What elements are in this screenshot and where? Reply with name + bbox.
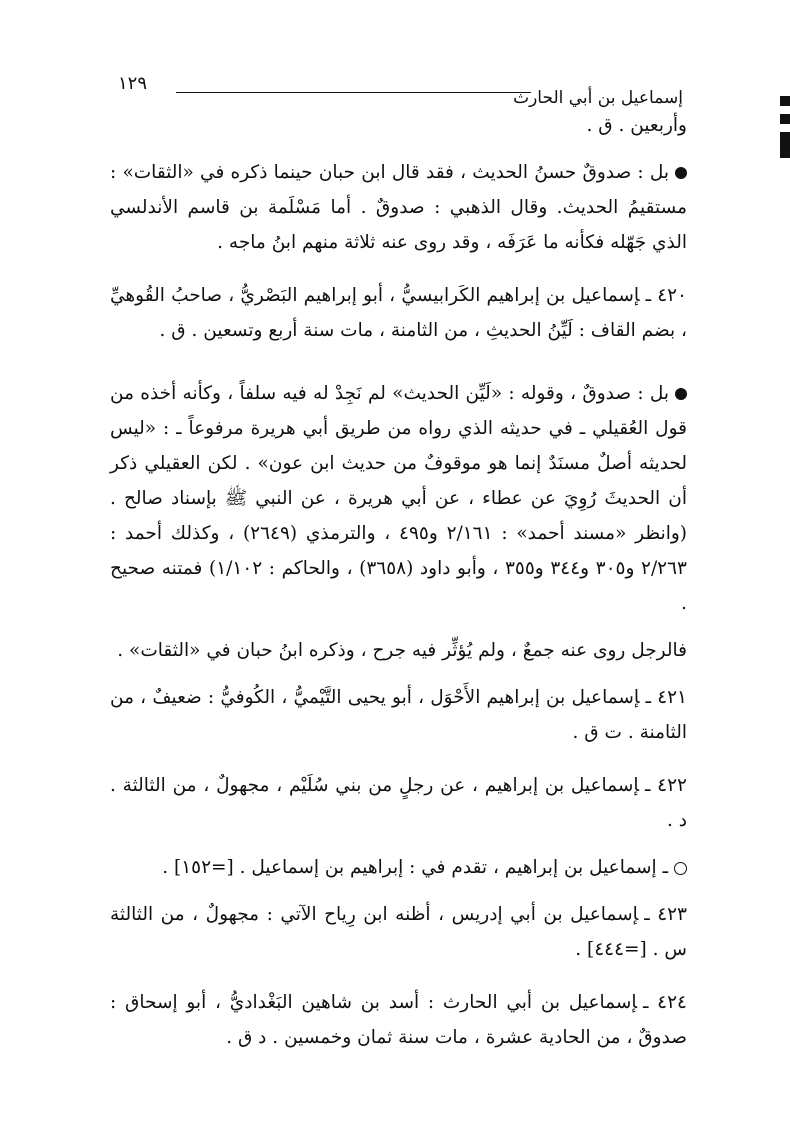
- commentary-paragraph: [110, 155, 687, 260]
- commentary-paragraph: [110, 633, 687, 668]
- commentary-text: فالرجل روى عنه جمعٌ ، ولم يُؤثِّر فيه جرح ، وذكره ابنُ حبان في «الثقات» .: [117, 640, 687, 661]
- entry-number: ٤٢٠ ـ: [645, 285, 687, 306]
- entry-text: إسماعيل بن أبي الحارث : أسد بن شاهين البَغْداديُّ ، أبو إسحاق : صدوقٌ ، من الحادية عشرة ، مات سنة ثمان وخمسين . د ق .: [110, 992, 687, 1048]
- entry-420: [110, 278, 687, 348]
- entry-text: إسماعيل بن إبراهيم ، عن رجلٍ من بني سُلَيْم ، مجهولٌ ، من الثالثة . د .: [110, 775, 687, 831]
- cross-reference-text: ـ إسماعيل بن إبراهيم ، تقدم في : إبراهيم بن إسماعيل . [=١٥٢] .: [162, 857, 668, 878]
- running-title: إسماعيل بن أبي الحارث: [513, 88, 683, 108]
- page-edge-mark: [780, 96, 790, 158]
- entry-424: [110, 985, 687, 1055]
- page-header: [118, 66, 683, 106]
- entry-421: [110, 680, 687, 750]
- entry-text: إسماعيل بن أبي إدريس ، أظنه ابن رِياح الآتي : مجهولٌ ، من الثالثة س . [=٤٤٤] .: [110, 904, 687, 960]
- entry-423: [110, 897, 687, 967]
- continued-line: وأربعين . ق .: [586, 115, 687, 136]
- bullet-icon: [675, 167, 687, 179]
- entry-text: إسماعيل بن إبراهيم الأَحْوَل ، أبو يحيى التَّيْميُّ ، الكُوفيُّ : ضعيفٌ ، من الثامنة . ت ق .: [110, 687, 687, 743]
- ring-icon: [674, 862, 687, 875]
- bullet-icon: [675, 388, 687, 400]
- entry-number: ٤٢٤ ـ: [642, 992, 687, 1013]
- commentary-text: بل : صدوقٌ حسنُ الحديث ، فقد قال ابن حبان حينما ذكره في «الثقات» : مستقيمُ الحديث. وقال الذهبي : صدوقٌ . أما مَسْلَمة بن قاسم الأندلسي الذي جَهّله فكأنه ما عَرَفَه ، وقد روى عنه ثلاثة منهم ابنُ ماجه .: [110, 162, 687, 253]
- entry-number: ٤٢٢ ـ: [644, 775, 687, 796]
- entry-number: ٤٢٣ ـ: [644, 904, 687, 925]
- header-rule: [176, 92, 531, 93]
- commentary-paragraph: [110, 376, 687, 621]
- page-number: ١٢٩: [118, 73, 148, 94]
- entry-number: ٤٢١ ـ: [645, 687, 687, 708]
- commentary-text: بل : صدوقٌ ، وقوله : «لَيِّن الحديث» لم نَجِدْ له فيه سلفاً ، وكأنه أخذه من قول العُقيلي ـ في حديثه الذي رواه من طريق أبي هريرة مرفوعاً ـ : «ليس لحديثه أصلٌ مسنَدٌ إنما هو موقوفٌ من حديث ابن عون» . لكن العقيلي ذكر أن الحديثَ رُوِيَ عن عطاء ، عن أبي هريرة ، عن النبي ﷺ بإسناد صالح . (وانظر «مسند أحمد» : ٢/١٦١ و٤٩٥ ، والترمذي (٢٦٤٩) ، وكذلك أحمد : ٢/٢٦٣ و٣٠٥ و٣٤٤ و٣٥٥ ، وأبو داود (٣٦٥٨) ، والحاكم : ١/١٠٢) فمتنه صحيح .: [110, 383, 688, 614]
- cross-reference: [110, 850, 687, 885]
- entry-422: [110, 768, 687, 838]
- page-body: [110, 108, 687, 1055]
- entry-text: إسماعيل بن إبراهيم الكَرابيسيُّ ، أبو إبراهيم البَصْريُّ ، صاحبُ القُوهيِّ ، بضم القاف : لَيِّنُ الحديثِ ، من الثامنة ، مات سنة أربع وتسعين . ق .: [110, 285, 687, 341]
